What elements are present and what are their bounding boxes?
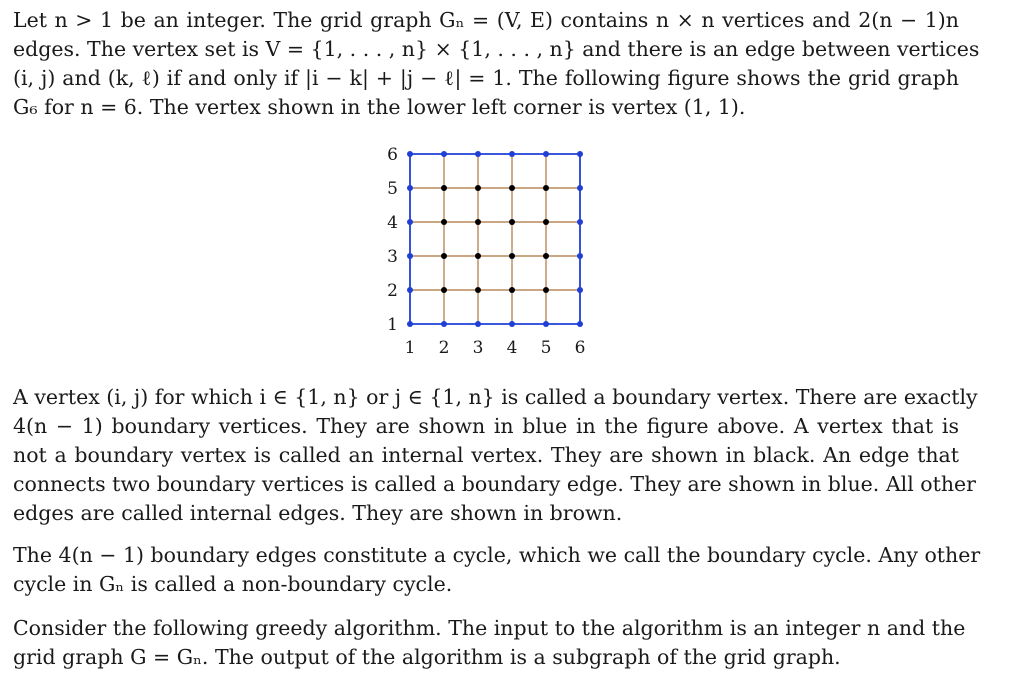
boundary-vertex: [441, 321, 447, 327]
boundary-vertex: [543, 151, 549, 157]
boundary-vertex: [543, 321, 549, 327]
y-axis-label: 5: [387, 179, 398, 199]
x-axis-label: 2: [438, 338, 450, 358]
text-line: 4(n − 1) boundary vertices. They are shown in blue in the figure above. A vertex that is: [13, 414, 959, 438]
internal-vertex: [441, 287, 447, 293]
internal-vertex: [441, 253, 447, 259]
intro-paragraph: [13, 6, 980, 122]
text-line: edges. The vertex set is V = {1, . . . , n} × {1, . . . , n} and there is an edge between vertices: [13, 37, 980, 61]
x-axis-label: 1: [404, 338, 416, 358]
internal-vertex: [509, 287, 515, 293]
y-axis-label: 6: [387, 145, 398, 165]
boundary-vertex: [577, 185, 583, 191]
internal-vertex: [543, 219, 549, 225]
boundary-vertex: [441, 151, 447, 157]
internal-vertex: [475, 219, 481, 225]
grid-graph-figure: [370, 138, 610, 366]
internal-vertex: [475, 185, 481, 191]
boundary-vertex: [407, 151, 413, 157]
text-line: A vertex (i, j) for which i ∈ {1, n} or j ∈ {1, n} is called a boundary vertex. There are exactly: [13, 385, 978, 409]
boundary-vertex: [407, 219, 413, 225]
algorithm-intro-paragraph: [13, 614, 966, 672]
x-axis-label: 4: [506, 338, 518, 358]
internal-vertex: [543, 185, 549, 191]
text-line: The 4(n − 1) boundary edges constitute a cycle, which we call the boundary cycle. Any other: [13, 543, 981, 567]
boundary-definition-paragraph: [13, 383, 978, 528]
boundary-vertex: [577, 151, 583, 157]
x-axis-label: 6: [574, 338, 586, 358]
y-axis-label: 2: [387, 281, 398, 301]
boundary-vertex: [407, 253, 413, 259]
x-axis-label: 5: [540, 338, 552, 358]
internal-vertex: [509, 185, 515, 191]
text-line: (i, j) and (k, ℓ) if and only if |i − k| + |j − ℓ| = 1. The following figure shows the grid graph: [13, 66, 959, 90]
boundary-vertex: [475, 151, 481, 157]
boundary-vertex: [509, 151, 515, 157]
boundary-vertex: [577, 287, 583, 293]
boundary-vertex: [407, 321, 413, 327]
internal-vertex: [509, 253, 515, 259]
boundary-vertex: [577, 219, 583, 225]
internal-vertex: [475, 253, 481, 259]
x-axis-label: 3: [472, 338, 484, 358]
text-line: not a boundary vertex is called an internal vertex. They are shown in black. An edge that: [13, 443, 959, 467]
boundary-vertex: [407, 287, 413, 293]
text-line: G₆ for n = 6. The vertex shown in the lower left corner is vertex (1, 1).: [13, 95, 746, 119]
text-line: edges are called internal edges. They are shown in brown.: [13, 501, 623, 525]
boundary-vertex: [407, 185, 413, 191]
internal-vertex: [475, 287, 481, 293]
text-line: grid graph G = Gₙ. The output of the algorithm is a subgraph of the grid graph.: [13, 645, 841, 669]
text-line: Consider the following greedy algorithm. The input to the algorithm is an integer n and the: [13, 616, 966, 640]
text-line: connects two boundary vertices is called a boundary edge. They are shown in blue. All other: [13, 472, 976, 496]
internal-vertex: [543, 287, 549, 293]
y-axis-label: 4: [387, 213, 398, 233]
text-line: cycle in Gₙ is called a non-boundary cycle.: [13, 572, 453, 596]
internal-vertex: [441, 185, 447, 191]
internal-vertex: [543, 253, 549, 259]
boundary-vertex: [509, 321, 515, 327]
y-axis-label: 1: [387, 315, 398, 335]
boundary-vertex: [577, 321, 583, 327]
y-axis-label: 3: [387, 247, 398, 267]
grid-graph-svg: [370, 138, 610, 366]
boundary-cycle-paragraph: [13, 541, 981, 599]
internal-vertex: [509, 219, 515, 225]
boundary-vertex: [577, 253, 583, 259]
text-line: Let n > 1 be an integer. The grid graph Gₙ = (V, E) contains n × n vertices and 2(n − 1)n: [13, 8, 959, 32]
internal-vertex: [441, 219, 447, 225]
boundary-vertex: [475, 321, 481, 327]
